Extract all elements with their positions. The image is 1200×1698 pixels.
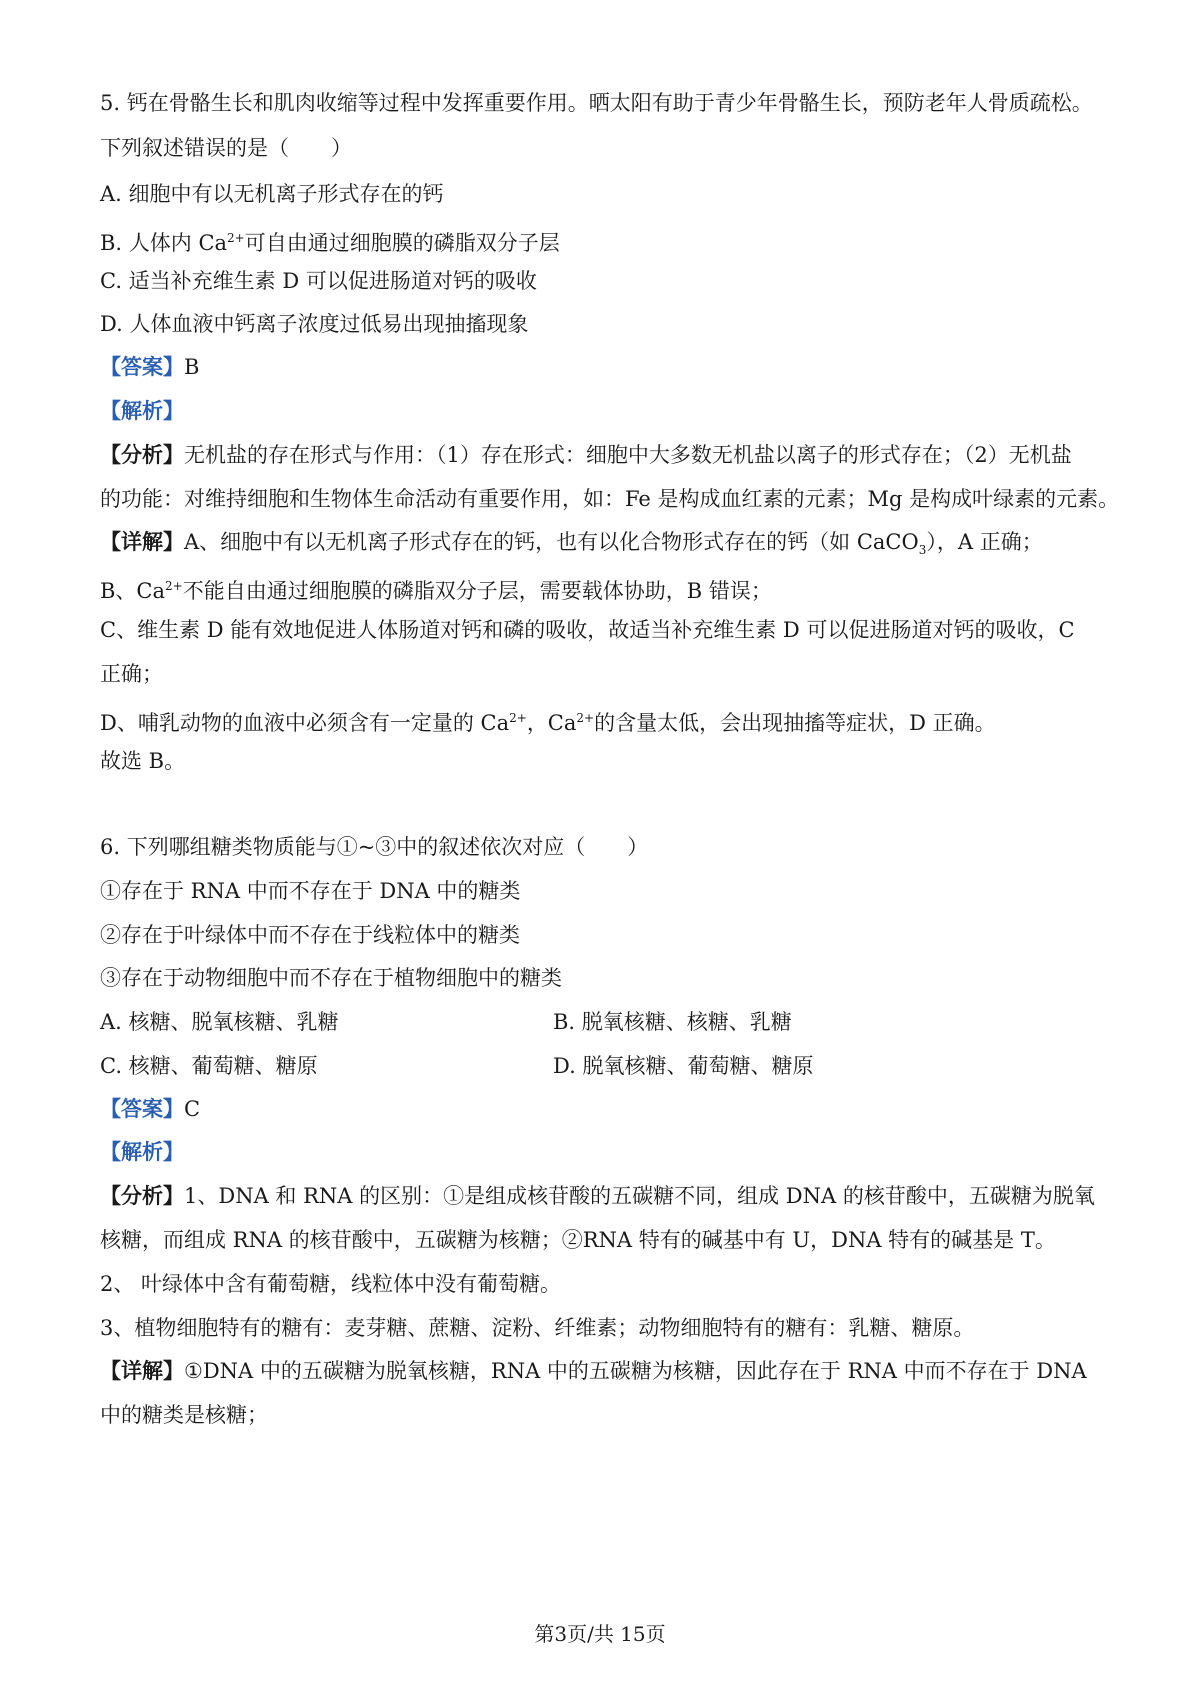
- q5-detail-b: [100, 571, 772, 606]
- q5-analysis-heading: [100, 396, 184, 426]
- q5-detail-d-pre: D、哺乳动物的血液中必须含有一定量的 Ca: [100, 711, 510, 735]
- q6-fenxi-tag: 【分析】: [100, 1183, 184, 1208]
- q5-analysis-tag: 【解析】: [100, 398, 184, 423]
- q5-option-d: D. 人体血液中钙离子浓度过低易出现抽搐现象: [100, 312, 529, 336]
- q5-fenxi-line2: 的功能：对维持细胞和生物体生命活动有重要作用，如：Fe 是构成血红素的元素；Mg 是构成叶绿素的元素。: [100, 487, 1120, 511]
- q6-answer-tag: 【答案】: [100, 1096, 184, 1121]
- q6-fenxi-text1: 1、DNA 和 RNA 的区别：①是组成核苷酸的五碳糖不同，组成 DNA 的核苷酸中，五碳糖为脱氧: [184, 1184, 1095, 1208]
- q5-option-b-post: 可自由通过细胞膜的磷脂双分子层: [244, 231, 560, 255]
- q5-detail-d-post: 的含量太低，会出现抽搐等症状，D 正确。: [594, 711, 996, 735]
- q6-answer-value: C: [184, 1097, 201, 1121]
- q5-answer-tag: 【答案】: [100, 354, 184, 379]
- q5-detail-d: [100, 703, 996, 738]
- q5-detail-c-line2: 正确；: [100, 662, 163, 686]
- q5-detail-a-pre: A、细胞中有以无机离子形式存在的钙，也有以化合物形式存在的钙（如 CaCO: [184, 530, 919, 554]
- q5-option-b: [100, 223, 560, 258]
- q5-detail-d-mid: ，Ca: [526, 711, 577, 735]
- q5-stem-line2: 下列叙述错误的是（ ）: [100, 136, 352, 160]
- q6-detail-line1: [100, 1356, 1087, 1386]
- q6-option-b: B. 脱氧核糖、核糖、乳糖: [553, 1010, 792, 1034]
- q6-analysis-tag: 【解析】: [100, 1139, 184, 1164]
- q6-stem: 6. 下列哪组糖类物质能与①~③中的叙述依次对应（ ）: [100, 835, 649, 859]
- q5-detail-a: [100, 527, 1043, 565]
- q6-option-c: C. 核糖、葡萄糖、糖原: [100, 1054, 318, 1078]
- q5-fenxi-text1: 无机盐的存在形式与作用：（1）存在形式：细胞中大多数无机盐以离子的形式存在；（2）无机盐: [184, 443, 1072, 467]
- q5-detail-a-sub: 3: [918, 543, 927, 558]
- q5-option-b-sup: 2+: [227, 231, 245, 245]
- q5-xiangjie-tag: 【详解】: [100, 529, 184, 554]
- q5-detail-b-post: 不能自由通过细胞膜的磷脂双分子层，需要载体协助，B 错误；: [182, 579, 772, 603]
- q6-fenxi-line3: 2、 叶绿体中含有葡萄糖，线粒体中没有葡萄糖。: [100, 1272, 562, 1296]
- q6-xiangjie-tag: 【详解】: [100, 1358, 184, 1383]
- q5-option-b-pre: B. 人体内 Ca: [100, 231, 228, 255]
- q5-answer: [100, 352, 199, 382]
- q5-detail-d-sup1: 2+: [509, 711, 527, 725]
- q6-item1: ①存在于 RNA 中而不存在于 DNA 中的糖类: [100, 879, 521, 903]
- q5-fenxi-tag: 【分析】: [100, 442, 184, 467]
- q6-fenxi-line4: 3、植物细胞特有的糖有：麦芽糖、蔗糖、淀粉、纤维素；动物细胞特有的糖有：乳糖、糖原。: [100, 1316, 975, 1340]
- q5-answer-value: B: [184, 355, 200, 379]
- q6-analysis-heading: [100, 1137, 184, 1167]
- q5-fenxi-line1: [100, 440, 1072, 470]
- q5-conclusion: 故选 B。: [100, 749, 186, 773]
- page-footer: 第3页/共 15页: [534, 1622, 666, 1646]
- q5-detail-b-pre: B、Ca: [100, 579, 166, 603]
- q6-option-a: A. 核糖、脱氧核糖、乳糖: [100, 1010, 339, 1034]
- q5-option-c: C. 适当补充维生素 D 可以促进肠道对钙的吸收: [100, 269, 537, 293]
- q5-detail-b-sup: 2+: [165, 579, 183, 593]
- q5-detail-a-post: ），A 正确；: [926, 530, 1043, 554]
- q6-detail-line2: 中的糖类是核糖；: [100, 1403, 268, 1427]
- q5-detail-c-line1: C、维生素 D 能有效地促进人体肠道对钙和磷的吸收，故适当补充维生素 D 可以促进肠道对钙的吸收，C: [100, 618, 1075, 642]
- q5-stem-line1: 5. 钙在骨骼生长和肌肉收缩等过程中发挥重要作用。晒太阳有助于青少年骨骼生长，预防老年人骨质疏松。: [100, 91, 1093, 115]
- q6-fenxi-line1: [100, 1181, 1095, 1211]
- q5-option-a: A. 细胞中有以无机离子形式存在的钙: [100, 182, 444, 206]
- q6-detail-text1: ①DNA 中的五碳糖为脱氧核糖，RNA 中的五碳糖为核糖，因此存在于 RNA 中而不存在于 DNA: [184, 1359, 1087, 1383]
- q6-option-d: D. 脱氧核糖、葡萄糖、糖原: [553, 1054, 814, 1078]
- q6-fenxi-line2: 核糖，而组成 RNA 的核苷酸中，五碳糖为核糖；②RNA 特有的碱基中有 U，DNA 特有的碱基是 T。: [100, 1228, 1056, 1252]
- q5-detail-d-sup2: 2+: [576, 711, 595, 725]
- q6-item3: ③存在于动物细胞中而不存在于植物细胞中的糖类: [100, 966, 562, 990]
- q6-item2: ②存在于叶绿体中而不存在于线粒体中的糖类: [100, 923, 520, 947]
- q6-answer: [100, 1094, 200, 1124]
